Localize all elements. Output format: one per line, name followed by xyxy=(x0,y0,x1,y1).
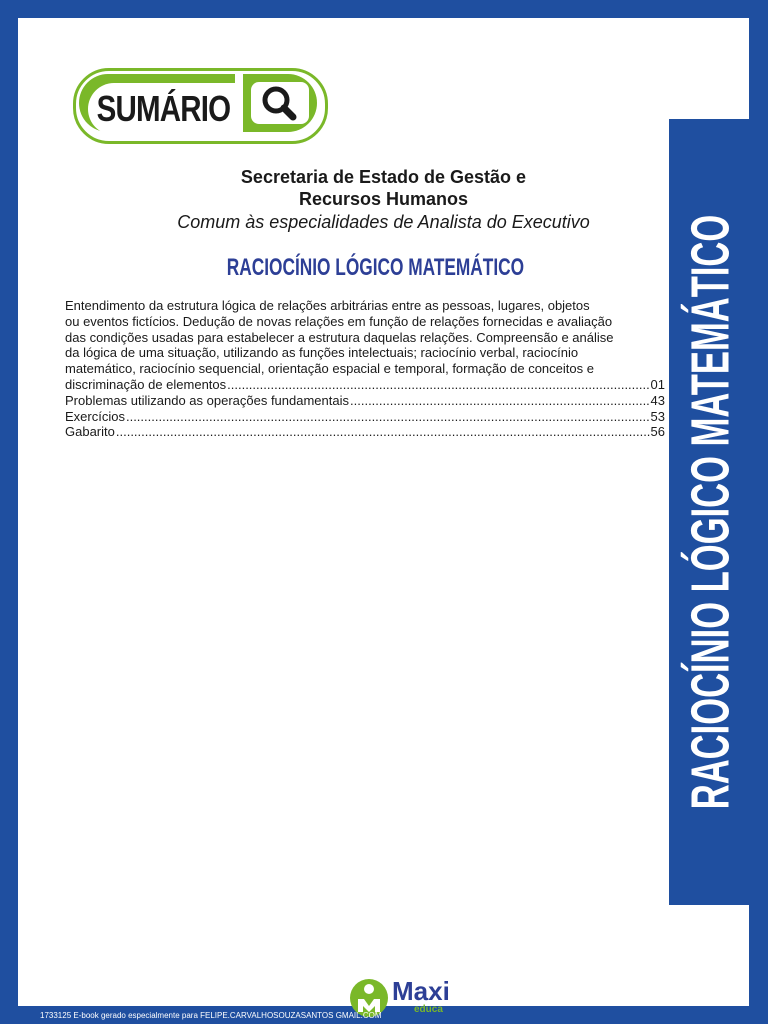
toc-entry[interactable] xyxy=(65,377,665,393)
toc-entry-label: Gabarito xyxy=(65,424,115,440)
toc-entry-page: 56 xyxy=(650,424,665,440)
toc-entry[interactable] xyxy=(65,409,665,425)
toc-entry[interactable] xyxy=(65,424,665,440)
table-of-contents xyxy=(65,298,665,440)
document-title-block xyxy=(38,166,729,234)
summary-logo xyxy=(73,68,328,144)
logo-icon-frame xyxy=(243,74,317,132)
vertical-subject-text: RACIOCÍNIO LÓGICO MATEMÁTICO xyxy=(680,214,741,810)
toc-entry-page: 53 xyxy=(650,408,665,424)
logo-word-frame xyxy=(79,74,235,132)
logo-text: SUMÁRIO xyxy=(96,88,230,129)
document-subtitle: Comum às especialidades de Analista do Executivo xyxy=(177,212,590,232)
vertical-subject-banner xyxy=(669,119,751,905)
toc-description: Entendimento da estrutura lógica de relações arbitrárias entre as pessoas, lugares, objetos ou eventos fictícios. Dedução de novas relações em função de relações fornecidas e avaliação das condições usadas para estabelecer a estrutura daquelas relações. Compreensão e análise da lógica de uma situação, utilizando as funções intelectuais; raciocínio verbal, raciocínio matemático, raciocínio sequencial, orientação espacial e temporal, formação de conceitos e xyxy=(65,298,614,377)
toc-leader-dots xyxy=(227,377,649,393)
document-title: Secretaria de Estado de Gestão e Recursos Humanos xyxy=(240,167,527,209)
toc-entry-page: 01 xyxy=(650,376,665,392)
toc-leader-dots xyxy=(126,409,650,425)
toc-entry-page: 43 xyxy=(650,392,665,408)
section-heading xyxy=(18,254,732,282)
toc-leader-dots xyxy=(116,424,650,440)
toc-entry-label: Exercícios xyxy=(65,408,125,424)
toc-leader-dots xyxy=(350,393,650,409)
section-heading-text: RACIOCÍNIO LÓGICO MATEMÁTICO xyxy=(226,254,524,281)
brand-name: Maxi xyxy=(392,976,450,1006)
toc-entry-label: discriminação de elementos xyxy=(65,376,227,392)
toc-entry-label: Problemas utilizando as operações fundamentais xyxy=(65,392,350,408)
brand-subtitle: educa xyxy=(414,1004,443,1015)
magnifier-icon xyxy=(243,74,317,132)
toc-entry[interactable] xyxy=(65,393,665,409)
document-page xyxy=(18,18,749,1015)
footer-watermark: 1733125 E-book gerado especialmente para FELIPE.CARVALHOSOUZASANTOS GMAIL.COM xyxy=(40,1011,382,1020)
